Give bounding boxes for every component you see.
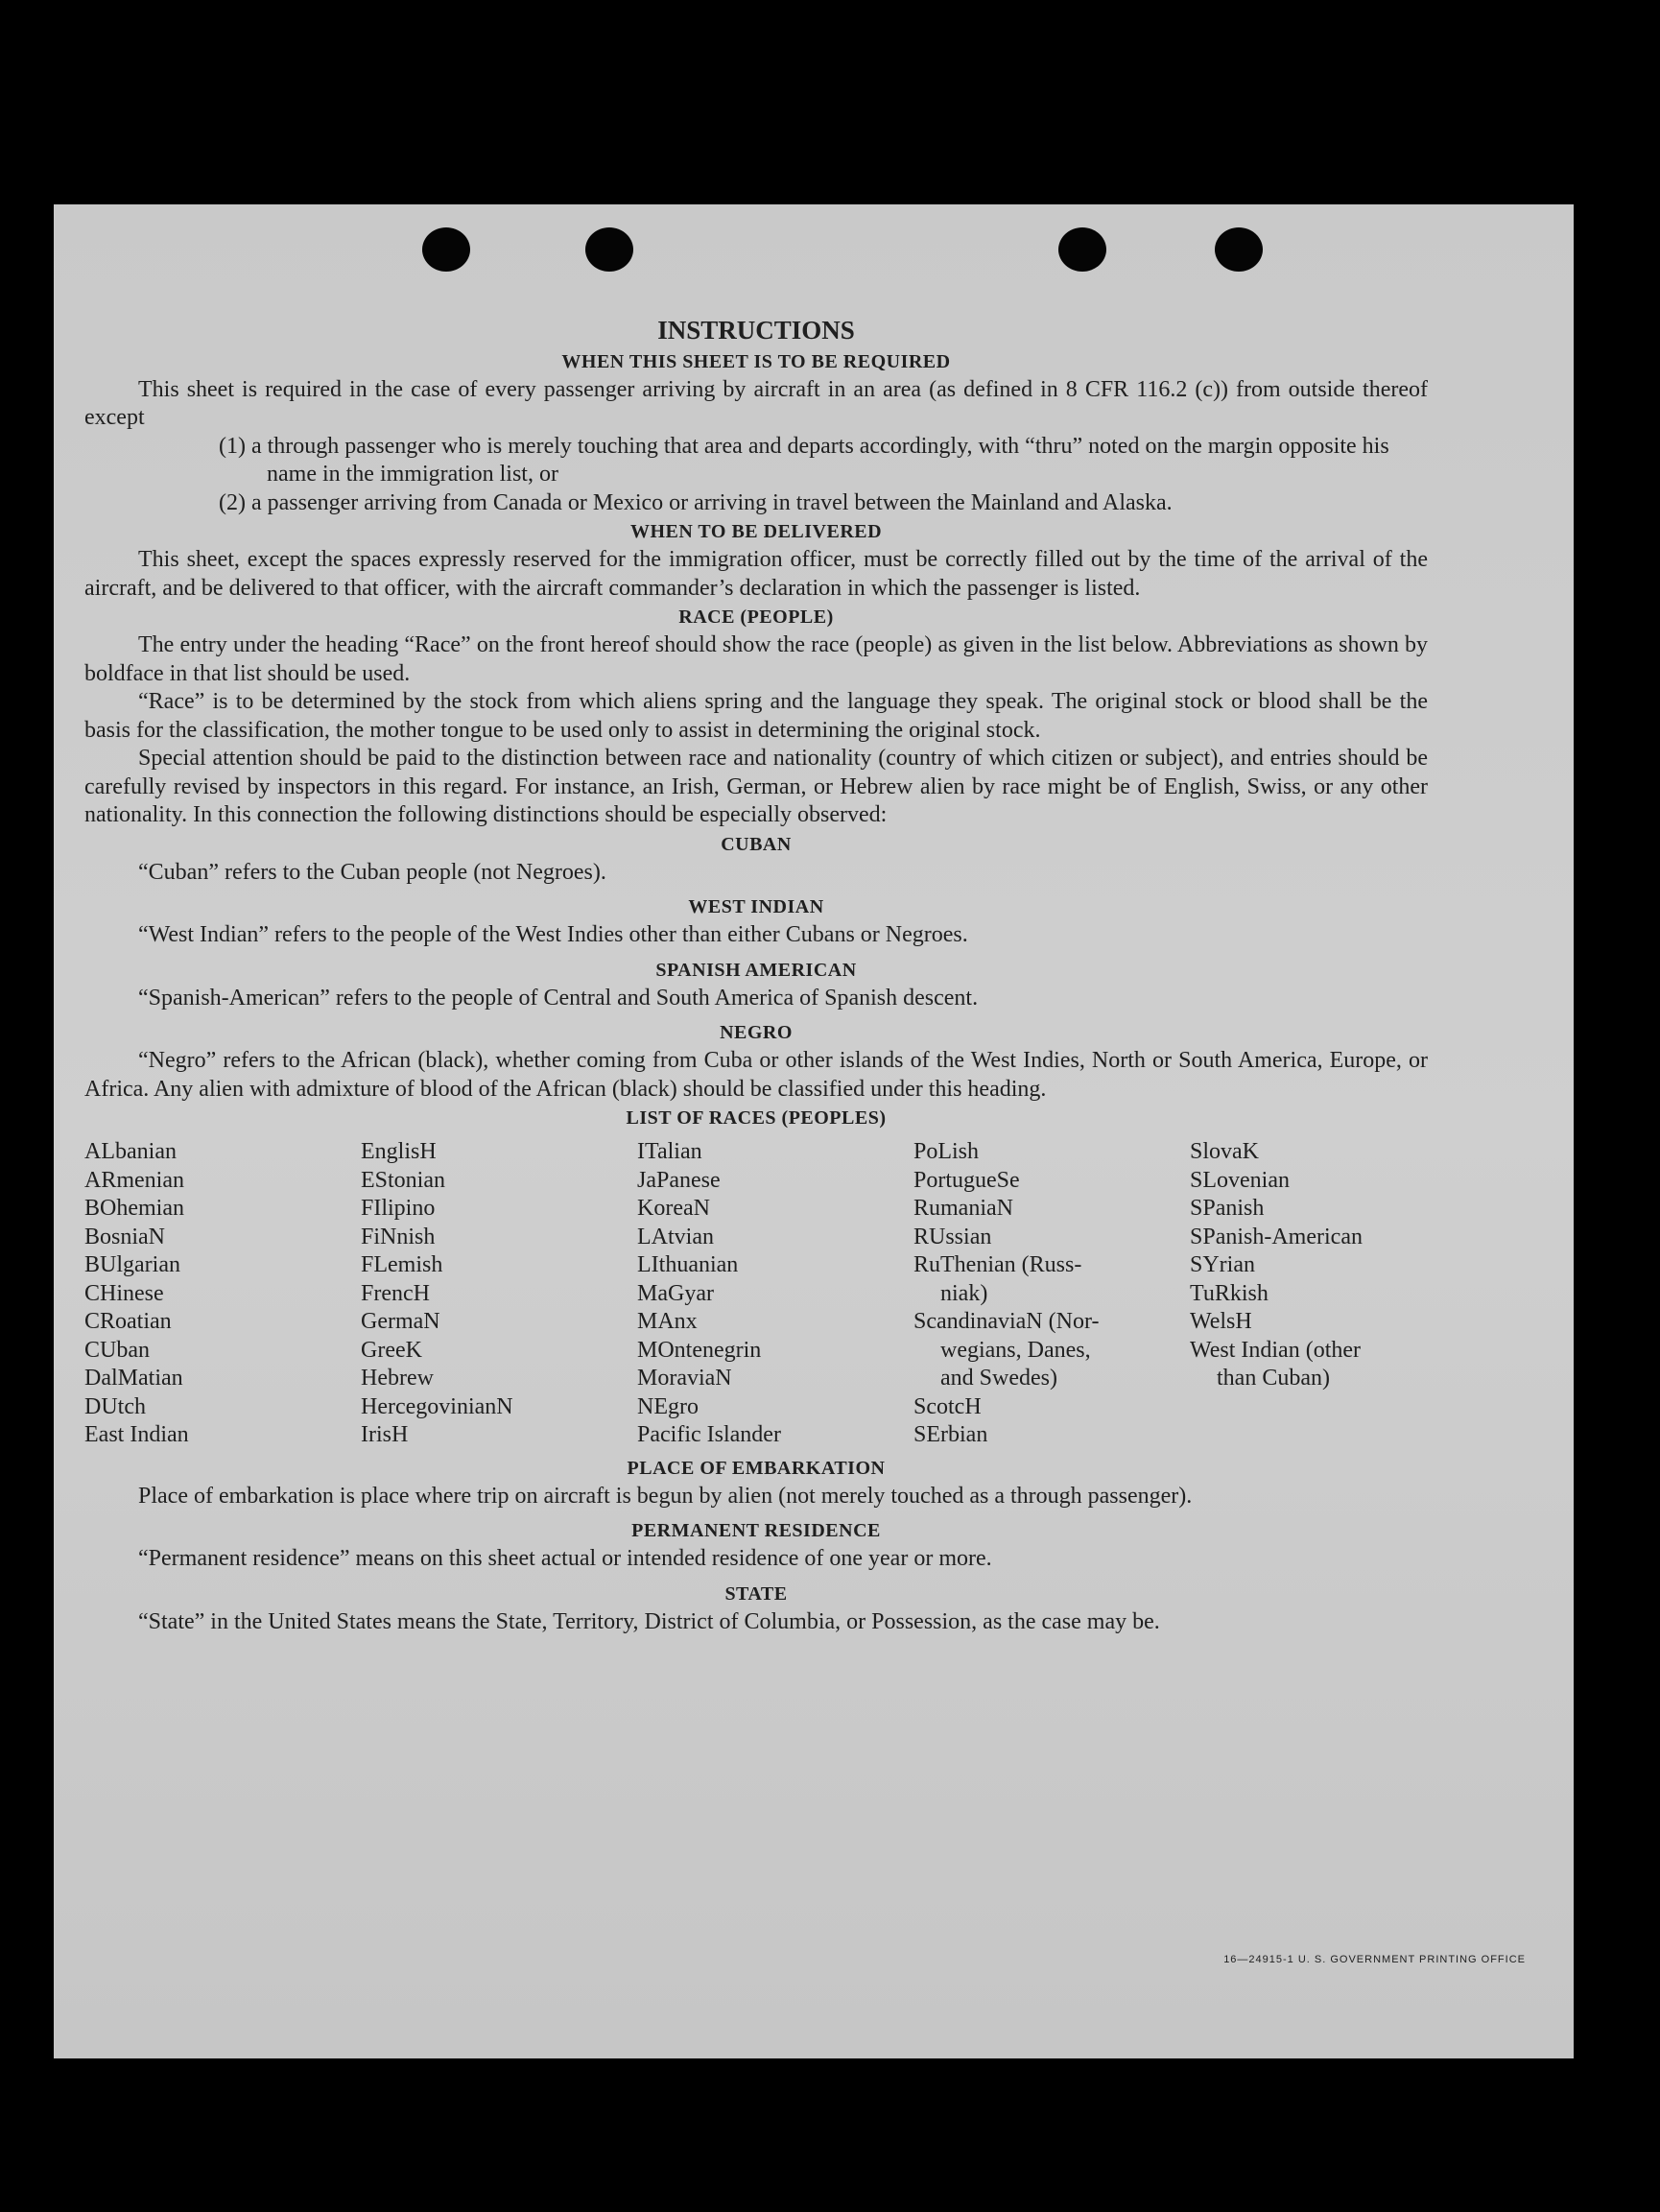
list-item: EnglisH [361,1139,437,1164]
list-item: DUtch [84,1393,146,1419]
list-item: FIlipino [361,1196,436,1221]
list-item: IrisH [361,1422,409,1447]
list-item: BosniaN [84,1224,165,1249]
list-item: (1) a through passenger who is merely touching that area and departs accordingly, with “thru” noted on the margin opposite his name in the immigration list, or [219,433,1389,487]
punch-hole [422,227,470,272]
list-item: NEgro [637,1393,699,1419]
race-column [361,1138,637,1450]
race-column [1190,1138,1428,1450]
list-item: ITalian [637,1139,702,1164]
paragraph: “West Indian” refers to the people of the West Indies other than either Cubans or Negroes. [138,922,968,947]
list-item: MoraviaN [637,1366,732,1391]
section-heading: WHEN THIS SHEET IS TO BE REQUIRED [561,350,951,372]
list-item: wegians, Danes, [940,1337,1091,1363]
paragraph: “State” in the United States means the State, Territory, District of Columbia, or Possession, as the case may be. [138,1608,1160,1634]
list-item: than Cuban) [1217,1366,1330,1391]
list-item: SErbian [913,1422,988,1447]
section-heading: SPANISH AMERICAN [655,959,857,981]
instructions-body [84,317,1428,1636]
paragraph: “Cuban” refers to the Cuban people (not Negroes). [138,859,606,885]
section-heading: RACE (PEOPLE) [678,607,834,628]
list-item: WelsH [1190,1309,1252,1334]
list-item: SPanish [1190,1196,1265,1221]
list-item: (2) a passenger arriving from Canada or Mexico or arriving in travel between the Mainland and Alaska. [219,489,1173,515]
list-item: East Indian [84,1422,189,1447]
list-item: niak) [940,1280,988,1306]
list-item: TuRkish [1190,1280,1269,1306]
list-item: MAnx [637,1309,698,1334]
list-item: PortugueSe [913,1167,1020,1193]
list-item: CRoatian [84,1309,172,1334]
race-column [913,1138,1190,1450]
list-item: DalMatian [84,1366,183,1391]
punch-hole [585,227,633,272]
race-column [637,1138,913,1450]
section-heading: PERMANENT RESIDENCE [631,1520,881,1541]
list-item: GreeK [361,1337,422,1363]
paragraph: Place of embarkation is place where trip on aircraft is begun by alien (not merely touched as a through passenger). [138,1483,1193,1509]
list-item: GermaN [361,1309,440,1334]
list-item: and Swedes) [940,1366,1057,1391]
paragraph: This sheet, except the spaces expressly reserved for the immigration officer, must be correctly filled out by the time of the arrival of the aircraft, and be delivered to that officer, with the aircraft commander’s declaration in which the passenger is listed. [84,547,1428,601]
list-item: CUban [84,1337,150,1363]
list-item: SYrian [1190,1252,1255,1277]
list-item: RuThenian (Russ- [913,1252,1082,1277]
list-item: LIthuanian [637,1252,739,1277]
list-item: JaPanese [637,1167,721,1193]
list-item: PoLish [913,1139,980,1164]
list-item: RumaniaN [913,1196,1013,1221]
list-item: West Indian (other [1190,1337,1362,1363]
list-item: BUlgarian [84,1252,180,1277]
page-title: INSTRUCTIONS [657,316,855,345]
paragraph: Special attention should be paid to the distinction between race and nationality (country of which citizen or subject), and entries should be carefully revised by inspectors in this regard. For instance, an Irish, German, or Hebrew alien by race might be of English, Swiss, or any other nationality. In this connection the following distinctions should be especially observed: [84,746,1428,827]
list-item: EStonian [361,1167,445,1193]
list-item: HercegovinianN [361,1393,513,1419]
printer-imprint: 16—24915-1 U. S. GOVERNMENT PRINTING OFFICE [1223,1954,1526,1965]
section-heading: NEGRO [720,1022,793,1043]
list-item: LAtvian [637,1224,714,1249]
paragraph: “Spanish-American” refers to the people of Central and South America of Spanish descent. [138,985,979,1011]
punch-hole [1215,227,1263,272]
list-item: SlovaK [1190,1139,1259,1164]
section-heading: LIST OF RACES (PEOPLES) [626,1107,887,1129]
section-heading: WHEN TO BE DELIVERED [629,521,883,542]
list-item: ARmenian [84,1167,184,1193]
section-heading: WEST INDIAN [688,896,824,917]
list-item: FiNnish [361,1224,436,1249]
race-column [84,1138,361,1450]
section-heading: PLACE OF EMBARKATION [627,1457,886,1479]
list-item: CHinese [84,1280,164,1306]
paragraph: This sheet is required in the case of every passenger arriving by aircraft in an area (as defined in 8 CFR 116.2 (c)) from outside thereof except [84,376,1428,430]
list-item: FrencH [361,1280,430,1306]
section-heading: STATE [724,1582,788,1605]
section-heading: CUBAN [721,833,792,855]
list-item: MOntenegrin [637,1337,762,1363]
paragraph: “Permanent residence” means on this sheet actual or intended residence of one year or more. [138,1546,992,1571]
paragraph: “Race” is to be determined by the stock from which aliens spring and the language they speak. The original stock or blood shall be the basis for the classification, the mother tongue to be used only to assist in determining the original stock. [84,689,1428,743]
list-item: Pacific Islander [637,1422,781,1447]
list-item: RUssian [913,1224,992,1249]
paragraph: “Negro” refers to the African (black), whether coming from Cuba or other islands of the West Indies, North or South America, Europe, or Africa. Any alien with admixture of blood of the African (black) should be classified under this heading. [84,1048,1428,1102]
list-item: MaGyar [637,1280,714,1306]
list-item: Hebrew [361,1366,434,1391]
list-item: SLovenian [1190,1167,1290,1193]
list-item: ALbanian [84,1139,177,1164]
list-item: KoreaN [637,1196,710,1221]
list-item: SPanish-American [1190,1224,1363,1249]
list-item: ScotcH [913,1393,982,1419]
paragraph: The entry under the heading “Race” on the front hereof should show the race (people) as given in the list below. Abbreviations as shown by boldface in that list should be used. [84,632,1428,686]
list-item: BOhemian [84,1196,184,1221]
punch-hole [1058,227,1106,272]
list-item: FLemish [361,1252,443,1277]
list-item: ScandinaviaN (Nor- [913,1309,1100,1334]
race-list [84,1138,1428,1450]
